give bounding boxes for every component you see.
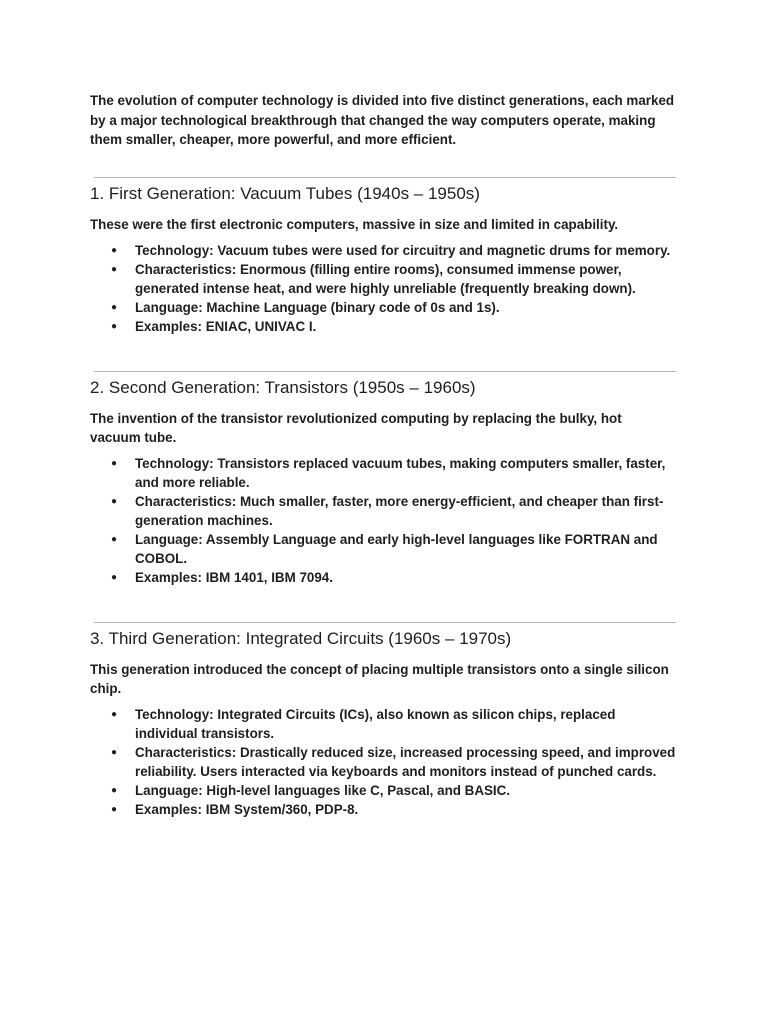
list-item-text: Characteristics: Enormous (filling entire rooms), consumed immense power, generated intense heat, and were highly unreliable (frequently breaking down).	[135, 261, 636, 296]
bullet-icon: ●	[111, 571, 118, 583]
list-item-text: Examples: IBM 1401, IBM 7094.	[135, 569, 333, 585]
list-item-text: Characteristics: Much smaller, faster, more energy-efficient, and cheaper than first-generation machines.	[135, 493, 664, 528]
document-page	[90, 91, 676, 819]
bullet-icon: ●	[111, 263, 118, 275]
bullet-list	[90, 705, 676, 819]
bullet-icon: ●	[111, 244, 118, 256]
list-item-text: Technology: Transistors replaced vacuum tubes, making computers smaller, faster, and more reliable.	[135, 455, 666, 490]
section-heading: 2. Second Generation: Transistors (1950s – 1960s)	[90, 377, 476, 397]
list-item	[111, 568, 676, 587]
list-item	[111, 317, 676, 336]
section-lead: The invention of the transistor revolutionized computing by replacing the bulky, hot vacuum tube.	[90, 410, 622, 445]
list-item	[111, 241, 676, 260]
section-heading: 3. Third Generation: Integrated Circuits (1960s – 1970s)	[90, 628, 512, 648]
section-heading: 1. First Generation: Vacuum Tubes (1940s – 1950s)	[90, 183, 480, 203]
section-lead: This generation introduced the concept of placing multiple transistors onto a single silicon chip.	[90, 661, 669, 696]
list-item	[111, 530, 676, 568]
list-item-text: Technology: Integrated Circuits (ICs), also known as silicon chips, replaced individual transistors.	[135, 706, 616, 741]
bullet-icon: ●	[111, 708, 118, 720]
section-second-generation	[90, 377, 676, 587]
bullet-icon: ●	[111, 301, 118, 313]
bullet-icon: ●	[111, 746, 118, 758]
list-item-text: Technology: Vacuum tubes were used for circuitry and magnetic drums for memory.	[135, 242, 671, 258]
section-lead: These were the first electronic computers, massive in size and limited in capability.	[90, 216, 619, 232]
list-item	[111, 743, 676, 781]
list-item-text: Examples: ENIAC, UNIVAC I.	[135, 318, 317, 334]
list-item	[111, 492, 676, 530]
list-item	[111, 298, 676, 317]
bullet-icon: ●	[111, 803, 118, 815]
bullet-icon: ●	[111, 495, 118, 507]
list-item	[111, 800, 676, 819]
intro-paragraph: The evolution of computer technology is divided into five distinct generations, each marked by a major technological breakthrough that changed the way computers operate, making them smaller, cheaper, more powerful, and more efficient.	[90, 93, 675, 147]
list-item-text: Characteristics: Drastically reduced size, increased processing speed, and improved reliability. Users interacted via keyboards and monitors instead of punched cards.	[135, 744, 676, 779]
bullet-list	[90, 241, 676, 336]
bullet-list	[90, 454, 676, 587]
list-item-text: Language: Machine Language (binary code of 0s and 1s).	[135, 299, 500, 315]
bullet-icon: ●	[111, 320, 118, 332]
list-item	[111, 260, 676, 298]
list-item-text: Examples: IBM System/360, PDP-8.	[135, 801, 359, 817]
list-item	[111, 705, 676, 743]
section-third-generation	[90, 628, 676, 819]
list-item	[111, 454, 676, 492]
section-first-generation	[90, 183, 676, 336]
bullet-icon: ●	[111, 533, 118, 545]
list-item	[111, 781, 676, 800]
list-item-text: Language: Assembly Language and early high-level languages like FORTRAN and COBOL.	[135, 531, 658, 566]
bullet-icon: ●	[111, 457, 118, 469]
list-item-text: Language: High-level languages like C, Pascal, and BASIC.	[135, 782, 511, 798]
bullet-icon: ●	[111, 784, 118, 796]
